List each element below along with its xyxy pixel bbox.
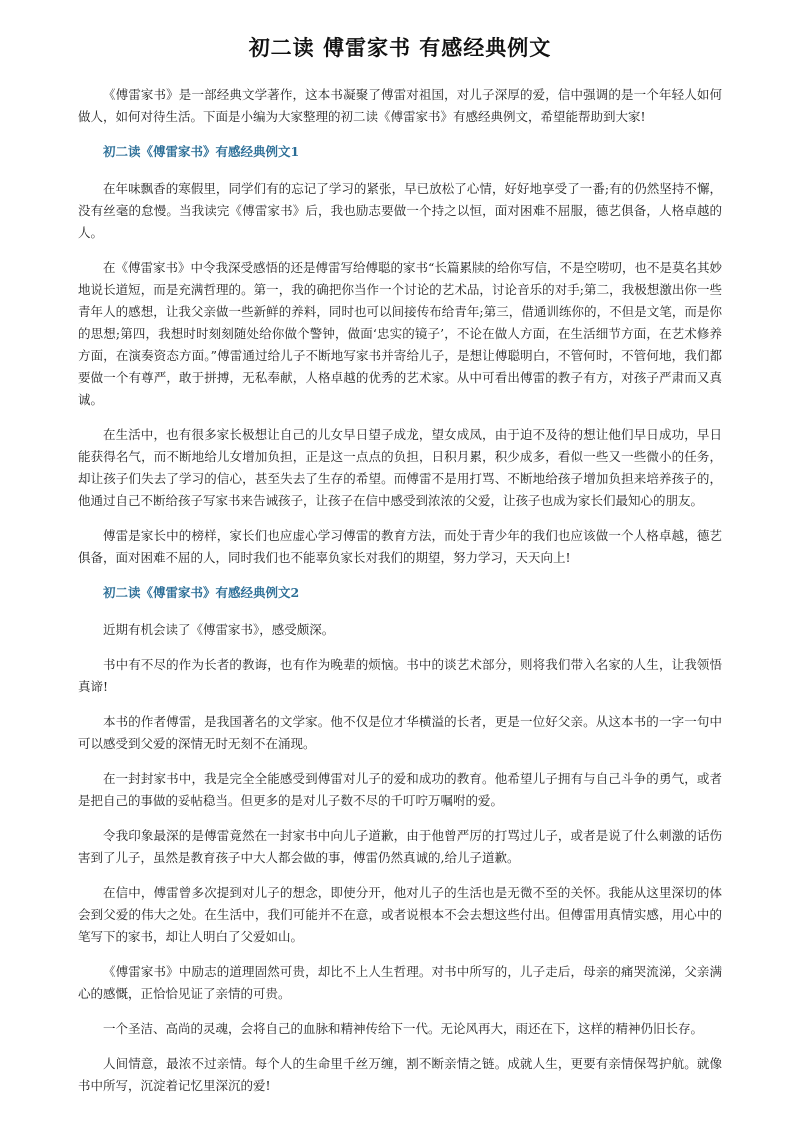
- section-heading: 初二读《傅雷家书》有感经典例文1: [103, 144, 300, 159]
- body-paragraph: 在信中，傅雷曾多次提到对儿子的想念，即使分开，他对儿子的生活也是无微不至的关怀。我能从这里深切的体会到父爱的伟大之处。在生活中，我们可能并不在意，或者说根本不会去想这些付出。但傅雷用真情实感，用心中的笔写下的家书，却让人明白了父爱如山。: [78, 885, 722, 944]
- body-paragraph: 在一封封家书中，我是完全全能感受到傅雷对儿子的爱和成功的教育。他希望儿子拥有与自己斗争的勇气，或者是把自己的事做的妥帖稳当。但更多的是对儿子数不尽的千叮咛万嘱咐的爱。: [78, 771, 722, 808]
- body-paragraph: 在年味飘香的寒假里，同学们有的忘记了学习的紧张，早已放松了心情，好好地享受了一番;有的仍然坚持不懈，没有丝毫的怠慢。当我读完《傅雷家书》后，我也励志要做一个持之以恒，面对困难不屈服，德艺俱备，人格卓越的人。: [78, 181, 722, 240]
- document-title: 初二读 傅雷家书 有感经典例文: [248, 36, 552, 60]
- body-paragraph: 在生活中，也有很多家长极想让自己的儿女早日望子成龙，望女成凤，由于迫不及待的想让他们早日成功，早日能获得名气，而不断地给儿女增加负担，正是这一点点的负担，日积月累，积少成多，看似一些又一些微小的任务，却让孩子们失去了学习的信心，甚至失去了生存的希望。而傅雷不是用打骂、不断地给孩子增加负担来培养孩子的，他通过自己不断给孩子写家书来告诫孩子，让孩子在信中感受到浓浓的父爱，让孩子也成为家长们最知心的朋友。: [78, 427, 722, 508]
- body-paragraph: 在《傅雷家书》中令我深受感悟的还是傅雷写给傅聪的家书“长篇累牍的给你写信，不是空唠叨，也不是莫名其妙地说长道短，而是充满哲理的。第一，我的确把你当作一个讨论的艺术品，讨论音乐的对手;第二，我极想激出你一些青年人的感想，让我父亲做一些新鲜的养料，同时也可以间接传布给青年;第三，借通训练你的，不但是文笔，而是你的思想;第四，我想时时刻刻随处给你做个警钟，做面‘忠实的镜子’，不论在做人方面，在生活细节方面，在艺术修养方面，在演奏资态方面。”傅雷通过给儿子不断地写家书并寄给儿子，是想让傅聪明白，不管何时，不管何地，我们都要做一个有尊严，敢于拼搏，无私奉献，人格卓越的优秀的艺术家。从中可看出傅雷的教子有方，对孩子严肃而又真诚。: [78, 260, 722, 407]
- body-paragraph: 近期有机会读了《傅雷家书》，感受颇深。: [103, 622, 335, 637]
- body-paragraph: 令我印象最深的是傅雷竟然在一封家书中向儿子道歉，由于他曾严厉的打骂过儿子，或者是说了什么刺激的话伤害到了儿子，虽然是教育孩子中大人都会做的事，傅雷仍然真诚的,给儿子道歉。: [78, 828, 722, 865]
- section-heading: 初二读《傅雷家书》有感经典例文2: [103, 585, 300, 600]
- essay-section-1: [78, 141, 722, 569]
- body-paragraph: 本书的作者傅雷，是我国著名的文学家。他不仅是位才华横溢的长者，更是一位好父亲。从这本书的一字一句中可以感受到父爱的深情无时无刻不在涌现。: [78, 714, 722, 751]
- intro-paragraph: 《傅雷家书》是一部经典文学著作，这本书凝聚了傅雷对祖国，对儿子深厚的爱，信中强调的是一个年轻人如何做人，如何对待生活。下面是小编为大家整理的初二读《傅雷家书》有感经典例文，希望能帮助到大家!: [78, 87, 722, 124]
- essay-section-2: [78, 582, 722, 1097]
- body-paragraph: 一个圣洁、高尚的灵魂，会将自己的血脉和精神传给下一代。无论风再大，雨还在下，这样的精神仍旧长存。: [103, 1021, 704, 1036]
- body-paragraph: 书中有不尽的作为长者的教诲，也有作为晚辈的烦恼。书中的谈艺术部分，则将我们带入名家的人生，让我领悟真谛!: [78, 657, 722, 694]
- body-paragraph: 傅雷是家长中的榜样，家长们也应虚心学习傅雷的教育方法，而处于青少年的我们也应该做一个人格卓越，德艺俱备，面对困难不屈的人，同时我们也不能辜负家长对我们的期望，努力学习，天天向上!: [78, 528, 722, 565]
- body-paragraph: 《傅雷家书》中励志的道理固然可贵，却比不上人生哲理。对书中所写的，儿子走后，母亲的痛哭流涕，父亲满心的感慨，正恰恰见证了亲情的可贵。: [78, 964, 722, 1001]
- body-paragraph: 人间情意，最浓不过亲情。每个人的生命里千丝万缠，割不断亲情之链。成就人生，更要有亲情保驾护航。就像书中所写，沉淀着记忆里深沉的爱!: [78, 1056, 722, 1093]
